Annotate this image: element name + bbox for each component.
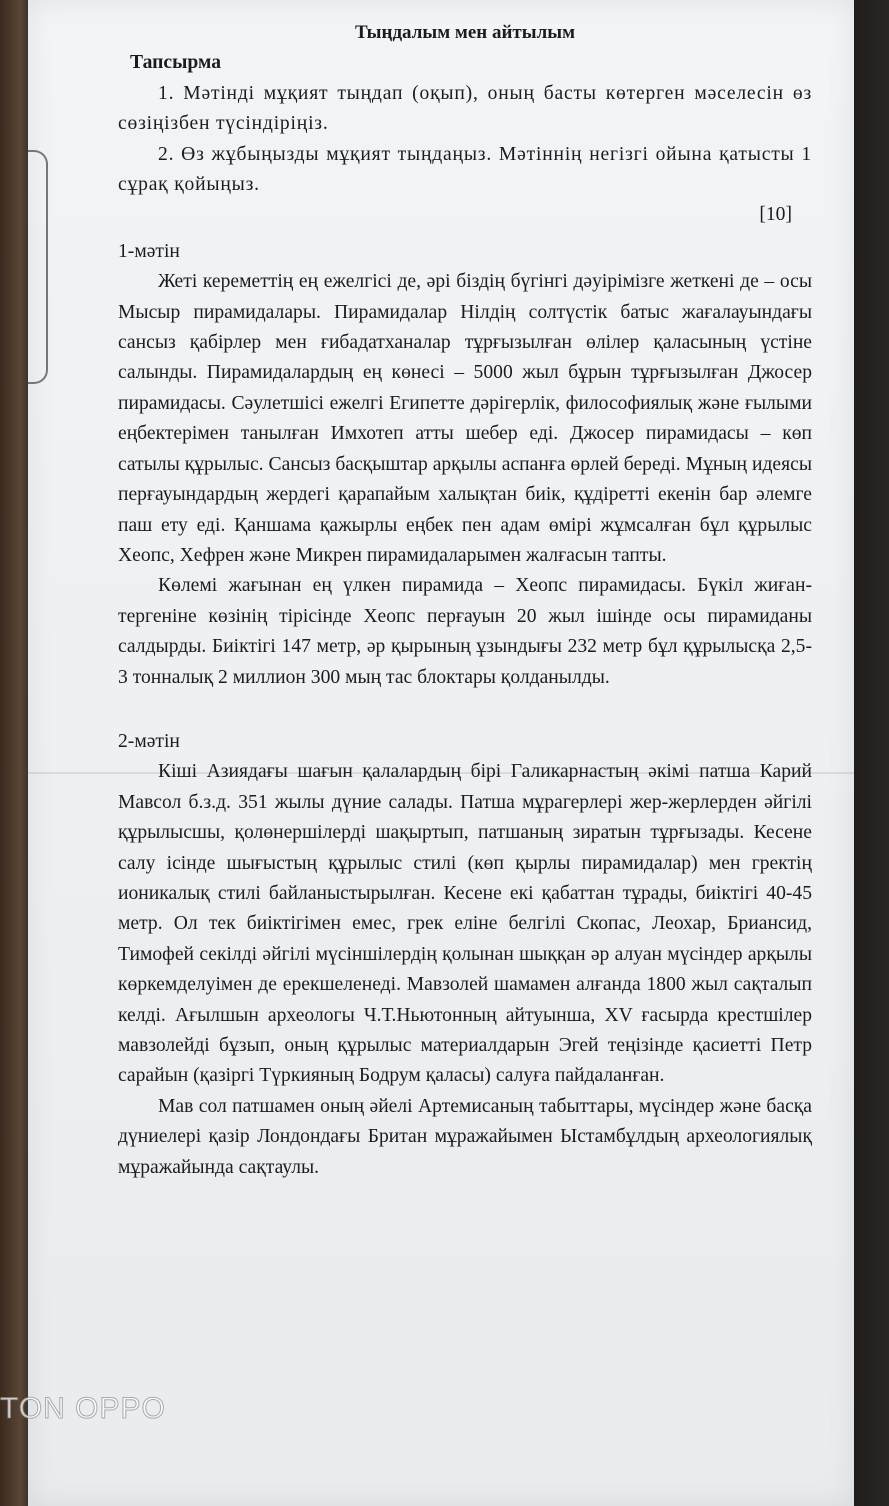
paper-tab-mark — [28, 150, 48, 384]
page-title: Тыңдалым мен айтылым — [354, 22, 576, 43]
document-content — [118, 18, 812, 1183]
document-page — [28, 0, 854, 1506]
text1-label: 1-мәтін — [118, 240, 180, 262]
text1-paragraph-2: Көлемі жағынан ең үлкен пирамида – Хеопс пирамидасы. Бүкіл жиған-тергеніне көзінің тірісінде Хеопс перғауын 20 жыл ішінде осы пирамиданы салдырды. Биіктігі 147 метр, әр қырының ұзындығы 232 метр бұл құрылысқа 2,5-3 тонналық 2 миллион 300 мың тас блоктары қолданылды. — [118, 575, 812, 688]
text2-paragraph-1: Кіші Азиядағы шағын қалалардың бірі Галикарнастың әкімі патша Карий Мавсол б.з.д. 351 жылы дүние салады. Патша мұрагерлері жер-жерлерден әйгілі құрылысшы, қолөнершілерді шақыртып, патшаның зиратын тұрғызады. Кесене салу ісінде шығыстың құрылыс стилі (көп қырлы пирамидалар) мен гректің ионикалық стилі байланыстырылған. Кесене екі қабаттан тұрады, биіктігі 40-45 метр. Ол тек биіктігімен емес, грек еліне белгілі Скопас, Леохар, Бриансид, Тимофей секілді әйгілі мүсіншілердің қолынан шыққан әр алуан мүсіндер арқылы көркемделуімен де ерекшеленеді. Мавзолей шамамен алғанда 1800 жыл сақталып келді. Ағылшын археологы Ч.Т.Ньютонның айтуынша, XV ғасырда крестшілер мавзолейді бұзып, оның құрылыс материалдарын Эгей теңізінде қасиетті Петр сарайын (қазіргі Түркияның Бодрум қаласы) салуға пайдаланған. — [118, 761, 812, 1087]
score-label: [10] — [759, 204, 792, 226]
text1-paragraph-1: Жеті кереметтің ең ежелгісі де, әрі біздің бүгінгі дәуірімізге жеткені де – осы Мысыр пирамидалары. Пирамидалар Нілдің солтүстік батыс жағалауындағы сансыз қабірлер мен ғибадатханалар тұрғызылған өлілер қаласының үстіне салынды. Пирамидалардың ең көнесі – 5000 жыл бұрын тұрғызылған Джосер пирамидасы. Сәулетшісі ежелгі Египетте дәрігерлік, философиялық және ғылыми еңбектерімен танылған Имхотеп атты шебер еді. Джосер пирамидасы – көп сатылы құрылыс. Сансыз басқыштар арқылы аспанға өрлей береді. Мұның идеясы перғауындардың жердегі қарапайым халықтан биік, құдіретті екенін бар әлемге паш ету еді. Қаншама қажырлы еңбек пен адам өмірі жұмсалған бұл құрылыс Хеопс, Хефрен және Микрен пирамидаларымен жалғасын тапты. — [118, 271, 812, 566]
task-heading: Тапсырма — [130, 52, 222, 74]
text2-label: 2-мәтін — [118, 730, 180, 752]
task-item-2: 2. Өз жұбыңызды мұқият тыңдаңыз. Мәтіннің негізгі ойына қатысты 1 сұрақ қойыңыз. — [118, 143, 812, 196]
section-gap — [118, 693, 812, 721]
camera-watermark: TON OPPO — [0, 1392, 166, 1425]
task-item-1: 1. Мәтінді мұқият тыңдап (оқып), оның басты көтерген мәселесін өз сөзіңізбен түсіндіріңіз. — [118, 82, 812, 135]
text2-paragraph-2: Мав сол патшамен оның әйелі Артемисаның табыттары, мүсіндер және басқа дүниелері қазір Лондондағы Британ мұражайымен Ыстамбұлдың археологиялық мұражайында сақтаулы. — [118, 1095, 812, 1178]
